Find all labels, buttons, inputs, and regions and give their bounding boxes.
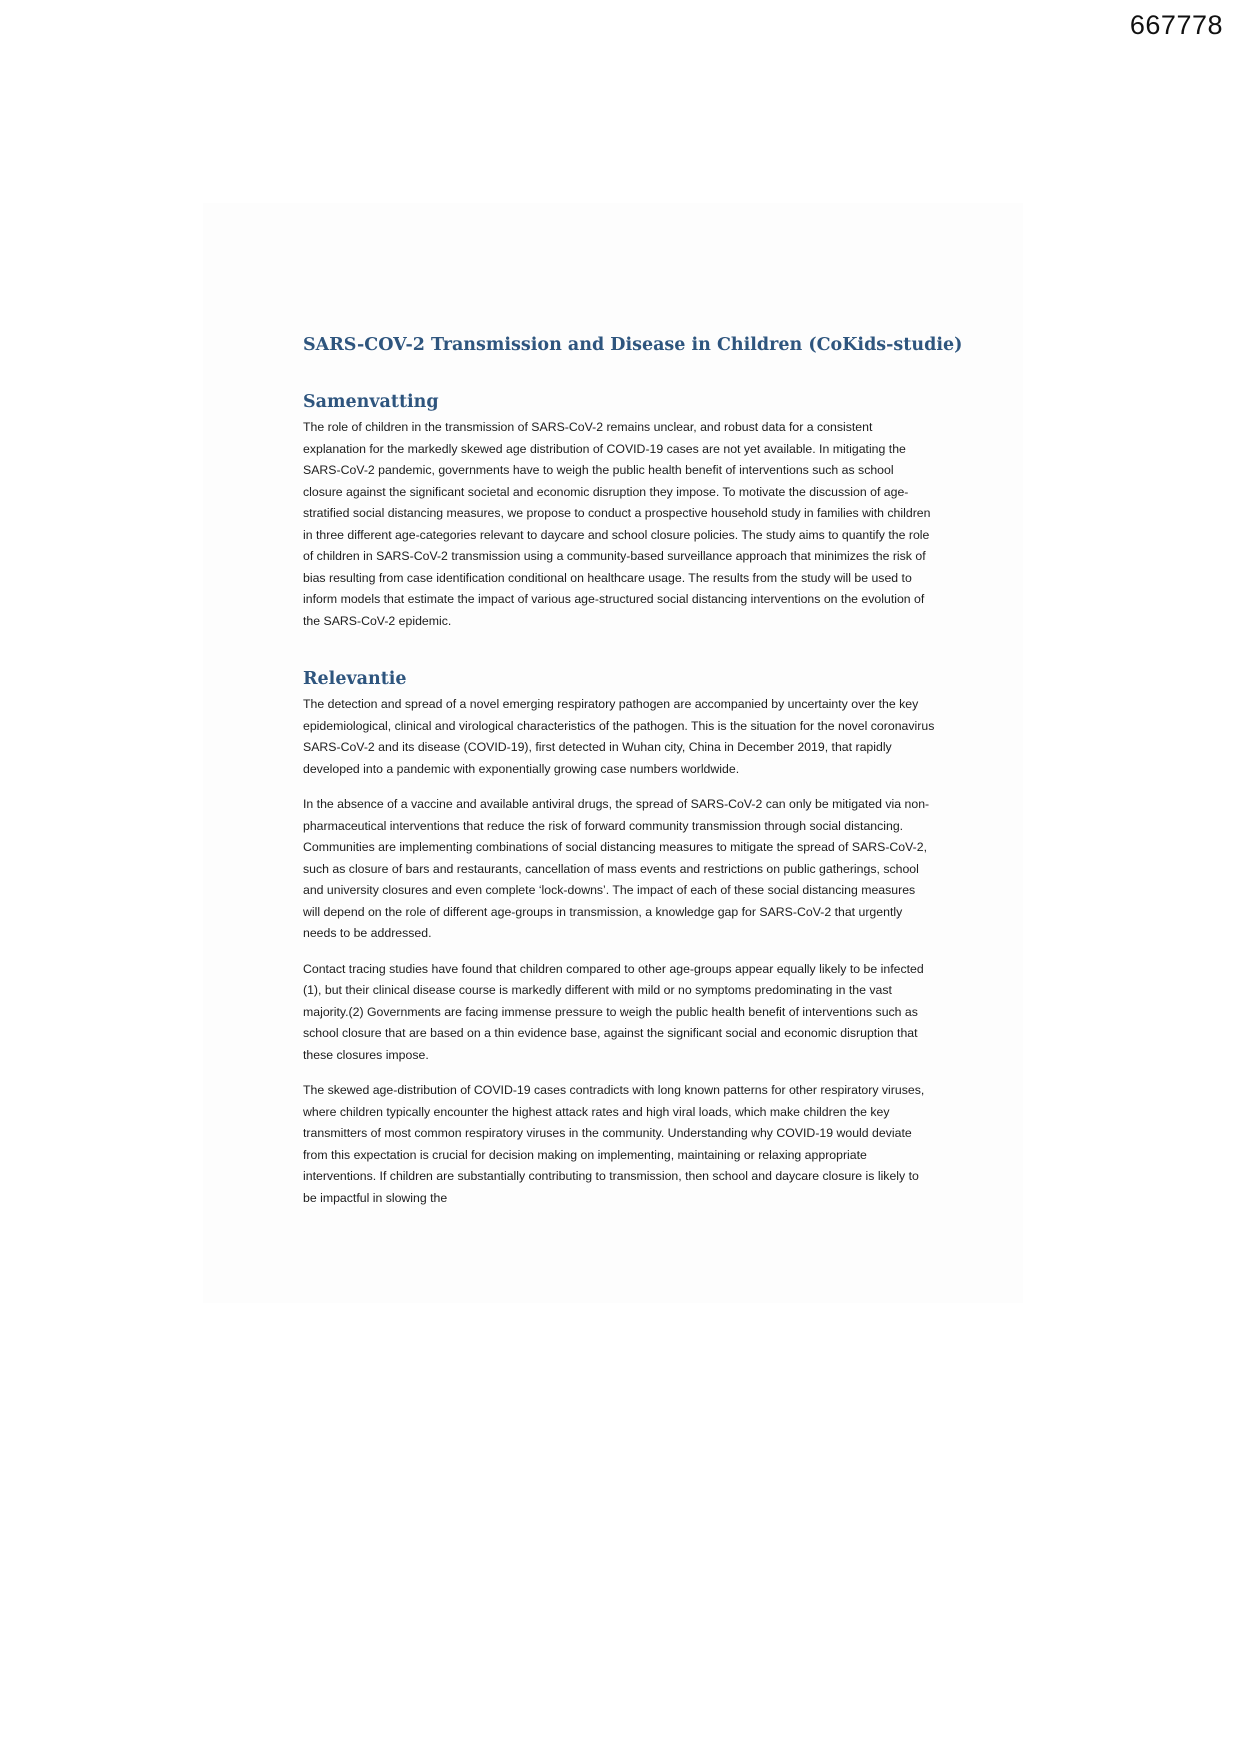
section-heading: Samenvatting xyxy=(303,392,439,412)
document-title: SARS-COV-2 Transmission and Disease in Children (CoKids-studie) xyxy=(303,335,963,355)
section-samenvatting xyxy=(303,389,935,632)
document-number: 667778 xyxy=(1129,10,1223,40)
paragraph: The skewed age-distribution of COVID-19 cases contradicts with long known patterns for other respiratory viruses, where children typically encounter the highest attack rates and high viral loads, which make children the key transmitters of most common respiratory viruses in the community. Understanding why COVID-19 would deviate from this expectation is crucial for decision making on implementing, maintaining or relaxing appropriate interventions. If children are substantially contributing to transmission, then school and daycare closure is likely to be impactful in slowing the xyxy=(303,1083,925,1205)
paragraph: Contact tracing studies have found that children compared to other age-groups appear equally likely to be infected (1), but their clinical disease course is markedly different with mild or no symptoms predominating in the vast majority.(2) Governments are facing immense pressure to weigh the public health benefit of interventions such as school closure that are based on a thin evidence base, against the significant social and economic disruption that these closures impose. xyxy=(303,961,924,1062)
paragraph: In the absence of a vaccine and available antiviral drugs, the spread of SARS-CoV-2 can only be mitigated via non-pharmaceutical interventions that reduce the risk of forward community transmission through social distancing. Communities are implementing combinations of social distancing measures to mitigate the spread of SARS-CoV-2, such as closure of bars and restaurants, cancellation of mass events and restrictions on public gatherings, school and university closures and even complete ‘lock-downs’. The impact of each of these social distancing measures will depend on the role of different age-groups in transmission, a knowledge gap for SARS-CoV-2 that urgently needs to be addressed. xyxy=(303,797,930,940)
section-relevantie xyxy=(303,666,935,1209)
section-heading: Relevantie xyxy=(303,669,407,689)
paragraph: The detection and spread of a novel emerging respiratory pathogen are accompanied by uncertainty over the key epidemiological, clinical and virological characteristics of the pathogen. This is the situation for the novel coronavirus SARS-CoV-2 and its disease (COVID-19), first detected in Wuhan city, China in December 2019, that rapidly developed into a pandemic with exponentially growing case numbers worldwide. xyxy=(303,697,935,776)
document-body xyxy=(303,335,963,1243)
paragraph: The role of children in the transmission of SARS-CoV-2 remains unclear, and robust data for a consistent explanation for the markedly skewed age distribution of COVID-19 cases are not yet available. In mitigating the SARS-CoV-2 pandemic, governments have to weigh the public health benefit of interventions such as school closure against the significant societal and economic disruption they impose. To motivate the discussion of age-stratified social distancing measures, we propose to conduct a prospective household study in families with children in three different age-categories relevant to daycare and school closure policies. The study aims to quantify the role of children in SARS-CoV-2 transmission using a community-based surveillance approach that minimizes the risk of bias resulting from case identification conditional on healthcare usage. The results from the study will be used to inform models that estimate the impact of various age-structured social distancing interventions on the evolution of the SARS-CoV-2 epidemic. xyxy=(303,420,931,628)
